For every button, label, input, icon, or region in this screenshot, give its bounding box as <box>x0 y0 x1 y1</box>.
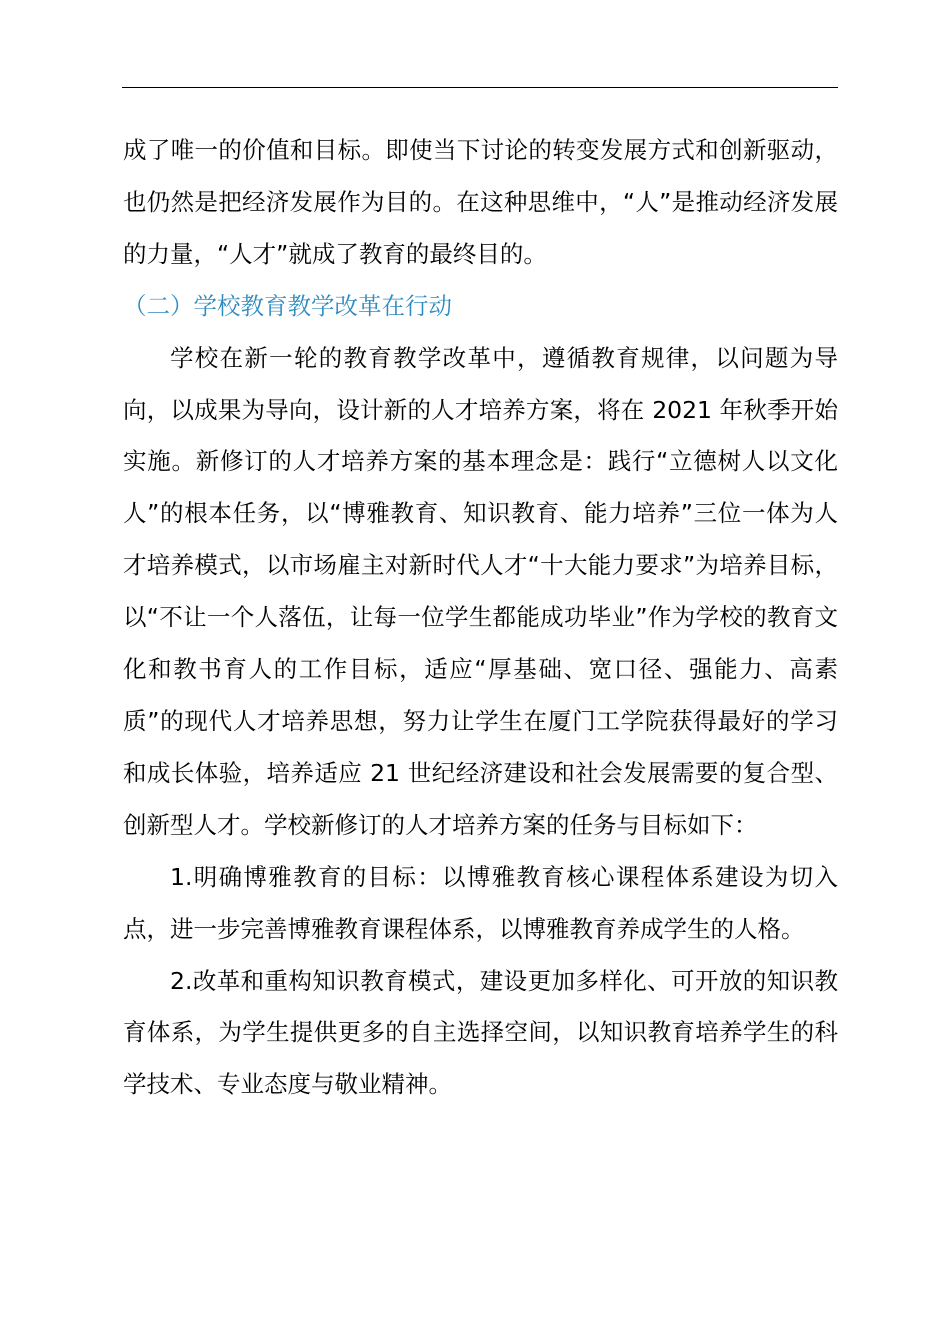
header-rule <box>122 87 838 88</box>
section-heading: （二）学校教育教学改革在行动 <box>123 291 452 320</box>
paragraph-reform-plan: 学校在新一轮的教育教学改革中，遵循教育规律，以问题为导向，以成果为导向，设计新的人才培养方案，将在 2021 年秋季开始实施。新修订的人才培养方案的基本理念是：践行“立德树人以文化人”的根本任务，以“博雅教育、知识教育、能力培养”三位一体为人才培养模式，以市场雇主对新时代人才“十大能力要求”为培养目标，以“不让一个人落伍，让每一位学生都能成功毕业”作为学校的教育文化和教书育人的工作目标，适应“厚基础、宽口径、强能力、高素质”的现代人才培养思想，努力让学生在厦门工学院获得最好的学习和成长体验，培养适应 21 世纪经济建设和社会发展需要的复合型、创新型人才。学校新修订的人才培养方案的任务与目标如下： <box>123 343 838 839</box>
document-body <box>123 125 838 1111</box>
paragraph-item-1: 1.明确博雅教育的目标：以博雅教育核心课程体系建设为切入点，进一步完善博雅教育课程体系，以博雅教育养成学生的人格。 <box>123 862 838 943</box>
paragraph-continuation: 成了唯一的价值和目标。即使当下讨论的转变发展方式和创新驱动，也仍然是把经济发展作为目的。在这种思维中，“人”是推动经济发展的力量，“人才”就成了教育的最终目的。 <box>123 136 838 268</box>
paragraph-item-2: 2.改革和重构知识教育模式，建设更加多样化、可开放的知识教育体系，为学生提供更多的自主选择空间，以知识教育培养学生的科学技术、专业态度与敬业精神。 <box>123 966 838 1099</box>
